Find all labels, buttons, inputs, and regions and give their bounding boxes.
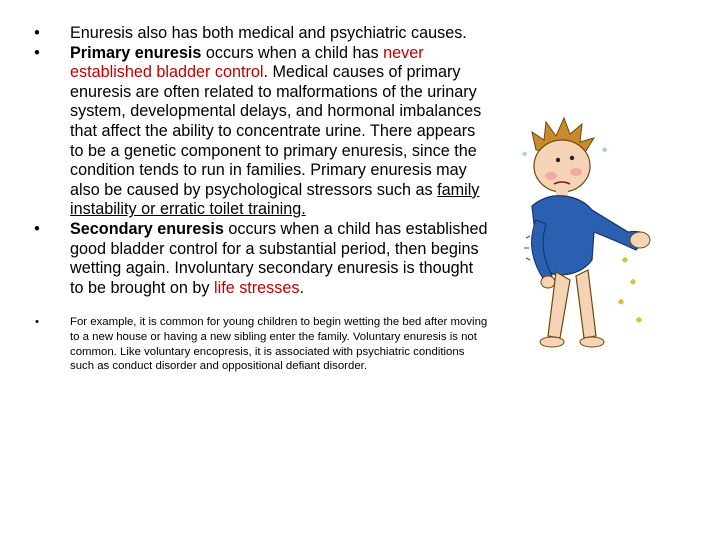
- bullet-text: For example, it is common for young children to begin wetting the bed after moving to a new house or having a new sibling enter the family. Voluntary enuresis is not common. Like voluntary encopresis, it is associated with psychiatric conditions such as conduct disorder and oppositional defiant disorder.: [70, 316, 488, 373]
- bullet-list: [30, 24, 490, 374]
- bullet-item-2: [30, 44, 490, 220]
- bullet-item-4: [30, 315, 490, 373]
- highlight-text: life stresses: [214, 278, 300, 297]
- bullet-text: . Medical causes of primary enuresis are often related to malformations of the urinary system, developmental delays, and hormonal imbalances that affect the ability to concentrate urine. There appears to be a genetic component to primary enuresis, since the condition tends to run in families. Primary enuresis may also be caused by psychological stressors such as: [70, 63, 482, 199]
- bullet-marker: •: [34, 43, 40, 62]
- bullet-text: .: [299, 278, 304, 297]
- bullet-text: Enuresis also has both medical and psychiatric causes.: [70, 24, 467, 42]
- bullet-item-1: [30, 24, 490, 44]
- bullet-marker: •: [34, 219, 40, 238]
- bullet-item-3: [30, 220, 490, 298]
- highlight-text: never established bladder control: [70, 43, 424, 82]
- bullet-text: occurs when a child has: [201, 43, 384, 62]
- term-secondary-enuresis: Secondary enuresis: [70, 219, 224, 238]
- underlined-text: family instability or erratic toilet training.: [70, 180, 480, 219]
- wet-child-cartoon-icon: [518, 110, 696, 360]
- bullet-text: occurs when a child has established good bladder control for a substantial period, then begins wetting again. Involuntary secondary enuresis is thought to be brought on by: [70, 219, 488, 297]
- bullet-marker: •: [34, 24, 40, 42]
- term-primary-enuresis: Primary enuresis: [70, 43, 202, 62]
- bullet-marker: •: [35, 316, 39, 329]
